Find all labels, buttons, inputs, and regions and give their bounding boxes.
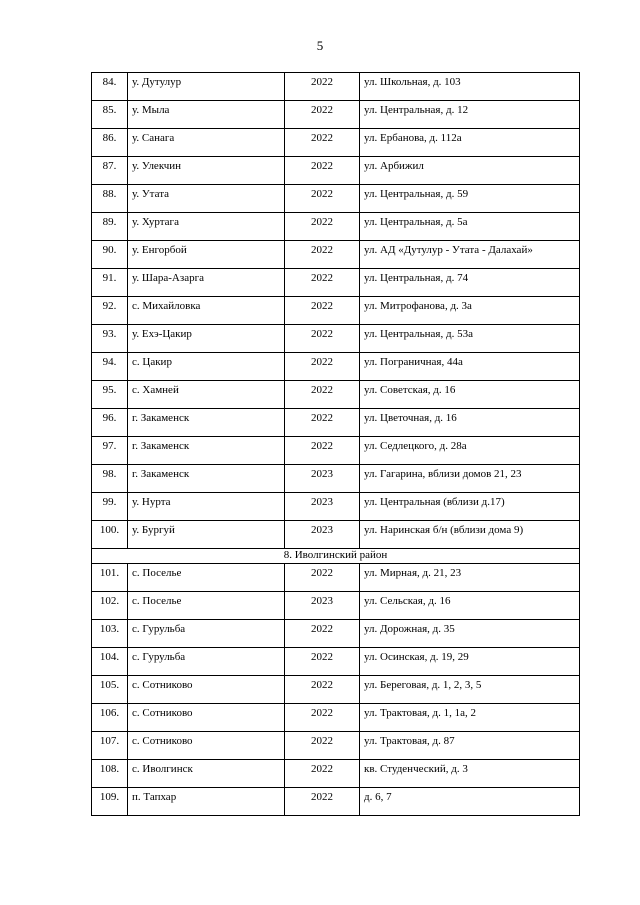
row-number-cell: 88. bbox=[92, 185, 128, 213]
table-row bbox=[92, 269, 580, 297]
row-number-cell: 101. bbox=[92, 564, 128, 592]
year-cell: 2022 bbox=[285, 788, 360, 816]
settlement-cell: п. Тапхар bbox=[128, 788, 285, 816]
section-title: 8. Иволгинский район bbox=[92, 549, 580, 564]
table-row bbox=[92, 704, 580, 732]
table-row bbox=[92, 241, 580, 269]
year-cell: 2022 bbox=[285, 564, 360, 592]
table-row bbox=[92, 297, 580, 325]
settlement-cell: г. Закаменск bbox=[128, 465, 285, 493]
row-number-cell: 104. bbox=[92, 648, 128, 676]
year-cell: 2023 bbox=[285, 493, 360, 521]
page-number: 5 bbox=[316, 38, 324, 53]
year-cell: 2023 bbox=[285, 465, 360, 493]
table-row bbox=[92, 437, 580, 465]
address-cell: кв. Студенческий, д. 3 bbox=[360, 760, 580, 788]
year-cell: 2022 bbox=[285, 73, 360, 101]
year-cell: 2022 bbox=[285, 437, 360, 465]
year-cell: 2022 bbox=[285, 101, 360, 129]
settlement-cell: у. Шара-Азарга bbox=[128, 269, 285, 297]
address-cell: ул. Пограничная, 44а bbox=[360, 353, 580, 381]
row-number-cell: 90. bbox=[92, 241, 128, 269]
table-row bbox=[92, 788, 580, 816]
year-cell: 2022 bbox=[285, 213, 360, 241]
settlement-cell: у. Бургуй bbox=[128, 521, 285, 549]
address-cell: ул. Гагарина, вблизи домов 21, 23 bbox=[360, 465, 580, 493]
row-number-cell: 84. bbox=[92, 73, 128, 101]
year-cell: 2022 bbox=[285, 269, 360, 297]
row-number-cell: 108. bbox=[92, 760, 128, 788]
row-number-cell: 89. bbox=[92, 213, 128, 241]
address-cell: ул. Трактовая, д. 1, 1а, 2 bbox=[360, 704, 580, 732]
table-row bbox=[92, 213, 580, 241]
settlement-cell: у. Хуртага bbox=[128, 213, 285, 241]
row-number-cell: 93. bbox=[92, 325, 128, 353]
table-row bbox=[92, 465, 580, 493]
address-cell: ул. Ербанова, д. 112а bbox=[360, 129, 580, 157]
year-cell: 2022 bbox=[285, 241, 360, 269]
settlement-cell: с. Иволгинск bbox=[128, 760, 285, 788]
settlement-cell: у. Улекчин bbox=[128, 157, 285, 185]
address-cell: ул. Арбижил bbox=[360, 157, 580, 185]
address-cell: ул. Трактовая, д. 87 bbox=[360, 732, 580, 760]
row-number-cell: 102. bbox=[92, 592, 128, 620]
settlement-cell: с. Гурульба bbox=[128, 620, 285, 648]
address-cell: ул. Наринская б/н (вблизи дома 9) bbox=[360, 521, 580, 549]
row-number-cell: 97. bbox=[92, 437, 128, 465]
settlement-cell: у. Ехэ-Цакир bbox=[128, 325, 285, 353]
year-cell: 2022 bbox=[285, 297, 360, 325]
row-number-cell: 100. bbox=[92, 521, 128, 549]
settlement-cell: с. Цакир bbox=[128, 353, 285, 381]
address-cell: ул. Центральная, д. 5а bbox=[360, 213, 580, 241]
address-cell: ул. Центральная, д. 12 bbox=[360, 101, 580, 129]
registry-table-body bbox=[92, 73, 580, 816]
table-row bbox=[92, 620, 580, 648]
year-cell: 2022 bbox=[285, 648, 360, 676]
row-number-cell: 107. bbox=[92, 732, 128, 760]
row-number-cell: 92. bbox=[92, 297, 128, 325]
table-row bbox=[92, 521, 580, 549]
address-cell: ул. Митрофанова, д. 3а bbox=[360, 297, 580, 325]
row-number-cell: 91. bbox=[92, 269, 128, 297]
year-cell: 2023 bbox=[285, 592, 360, 620]
year-cell: 2022 bbox=[285, 353, 360, 381]
table-row bbox=[92, 129, 580, 157]
settlement-cell: г. Закаменск bbox=[128, 409, 285, 437]
address-cell: ул. Советская, д. 16 bbox=[360, 381, 580, 409]
table-row bbox=[92, 185, 580, 213]
row-number-cell: 98. bbox=[92, 465, 128, 493]
row-number-cell: 99. bbox=[92, 493, 128, 521]
table-row bbox=[92, 157, 580, 185]
address-cell: ул. АД «Дутулур - Утата - Далахай» bbox=[360, 241, 580, 269]
row-number-cell: 87. bbox=[92, 157, 128, 185]
year-cell: 2022 bbox=[285, 129, 360, 157]
settlement-cell: с. Михайловка bbox=[128, 297, 285, 325]
row-number-cell: 106. bbox=[92, 704, 128, 732]
year-cell: 2022 bbox=[285, 620, 360, 648]
address-cell: ул. Береговая, д. 1, 2, 3, 5 bbox=[360, 676, 580, 704]
table-row bbox=[92, 592, 580, 620]
settlement-cell: у. Енгорбой bbox=[128, 241, 285, 269]
table-row bbox=[92, 493, 580, 521]
table-row bbox=[92, 73, 580, 101]
address-cell: ул. Центральная, д. 59 bbox=[360, 185, 580, 213]
settlement-cell: с. Сотниково bbox=[128, 704, 285, 732]
table-row bbox=[92, 325, 580, 353]
year-cell: 2022 bbox=[285, 381, 360, 409]
settlement-cell: с. Поселье bbox=[128, 592, 285, 620]
table-row bbox=[92, 409, 580, 437]
address-cell: ул. Мирная, д. 21, 23 bbox=[360, 564, 580, 592]
settlement-cell: с. Поселье bbox=[128, 564, 285, 592]
settlement-cell: у. Мыла bbox=[128, 101, 285, 129]
settlement-cell: с. Хамней bbox=[128, 381, 285, 409]
row-number-cell: 95. bbox=[92, 381, 128, 409]
address-cell: д. 6, 7 bbox=[360, 788, 580, 816]
row-number-cell: 105. bbox=[92, 676, 128, 704]
year-cell: 2022 bbox=[285, 325, 360, 353]
year-cell: 2022 bbox=[285, 185, 360, 213]
row-number-cell: 86. bbox=[92, 129, 128, 157]
row-number-cell: 85. bbox=[92, 101, 128, 129]
settlement-cell: с. Сотниково bbox=[128, 732, 285, 760]
year-cell: 2022 bbox=[285, 732, 360, 760]
table-row bbox=[92, 676, 580, 704]
address-cell: ул. Цветочная, д. 16 bbox=[360, 409, 580, 437]
year-cell: 2022 bbox=[285, 760, 360, 788]
address-cell: ул. Центральная (вблизи д.17) bbox=[360, 493, 580, 521]
table-row bbox=[92, 732, 580, 760]
table-row bbox=[92, 353, 580, 381]
year-cell: 2022 bbox=[285, 157, 360, 185]
address-cell: ул. Осинская, д. 19, 29 bbox=[360, 648, 580, 676]
year-cell: 2023 bbox=[285, 521, 360, 549]
year-cell: 2022 bbox=[285, 704, 360, 732]
address-cell: ул. Школьная, д. 103 bbox=[360, 73, 580, 101]
row-number-cell: 109. bbox=[92, 788, 128, 816]
table-row bbox=[92, 648, 580, 676]
address-cell: ул. Сельская, д. 16 bbox=[360, 592, 580, 620]
settlement-cell: с. Гурульба bbox=[128, 648, 285, 676]
address-cell: ул. Дорожная, д. 35 bbox=[360, 620, 580, 648]
registry-table bbox=[91, 72, 580, 816]
row-number-cell: 103. bbox=[92, 620, 128, 648]
year-cell: 2022 bbox=[285, 676, 360, 704]
settlement-cell: у. Утата bbox=[128, 185, 285, 213]
settlement-cell: у. Нурта bbox=[128, 493, 285, 521]
year-cell: 2022 bbox=[285, 409, 360, 437]
row-number-cell: 96. bbox=[92, 409, 128, 437]
settlement-cell: с. Сотниково bbox=[128, 676, 285, 704]
table-row bbox=[92, 101, 580, 129]
address-cell: ул. Седлецкого, д. 28а bbox=[360, 437, 580, 465]
table-row bbox=[92, 381, 580, 409]
address-cell: ул. Центральная, д. 74 bbox=[360, 269, 580, 297]
table-row bbox=[92, 564, 580, 592]
settlement-cell: г. Закаменск bbox=[128, 437, 285, 465]
settlement-cell: у. Дутулур bbox=[128, 73, 285, 101]
section-header-row bbox=[92, 549, 580, 564]
table-row bbox=[92, 760, 580, 788]
settlement-cell: у. Санага bbox=[128, 129, 285, 157]
row-number-cell: 94. bbox=[92, 353, 128, 381]
address-cell: ул. Центральная, д. 53а bbox=[360, 325, 580, 353]
